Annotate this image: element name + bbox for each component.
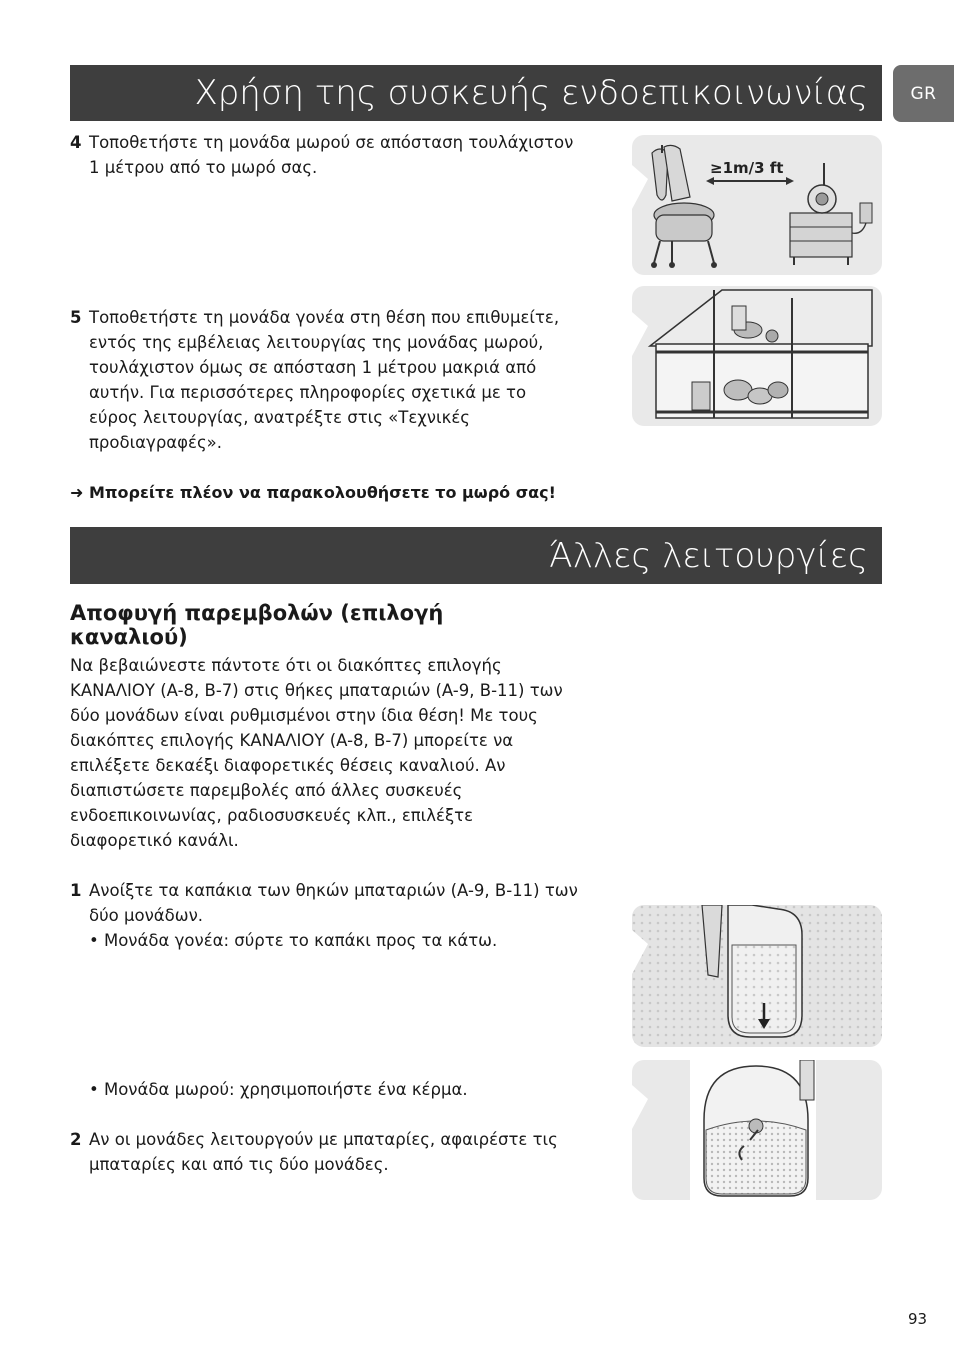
step-number: 2 <box>70 1130 82 1149</box>
step-line: Ανοίξτε τα καπάκια των θηκών μπαταριών (A-9, B-11) των <box>89 881 578 900</box>
step-number: 1 <box>70 881 82 900</box>
step-line: εντός της εμβέλειας λειτουργίας της μονάδας μωρού, <box>89 333 544 352</box>
step-number: 5 <box>70 308 82 327</box>
illustration-notch <box>632 312 648 356</box>
subheading-line: Αποφυγή παρεμβολών (επιλογή <box>70 601 444 625</box>
section-title-banner <box>70 65 882 121</box>
step-4 <box>70 130 610 180</box>
step-line: Αν οι μονάδες λειτουργούν με μπαταρίες, αφαιρέστε τις <box>89 1130 558 1149</box>
distance-label: ≥1m/3 ft <box>710 159 784 177</box>
subheading <box>70 601 530 649</box>
language-tab <box>893 65 954 122</box>
step-1 <box>70 878 610 928</box>
baby-unit-coin-illustration <box>632 1060 882 1200</box>
illustration-notch <box>632 930 648 974</box>
section-title-banner <box>70 527 882 584</box>
section-title: Άλλες λειτουργίες <box>549 535 868 576</box>
step-line: δύο μονάδων. <box>89 906 204 925</box>
result-note: ➜ Μπορείτε πλέον να παρακολουθήσετε το μωρό σας! <box>70 483 556 502</box>
bullet-baby-unit: • Μονάδα μωρού: χρησιμοποιήστε ένα κέρμα. <box>89 1080 468 1099</box>
paragraph-line: ενδοεπικοινωνίας, ραδιοσυσκευές κλπ., επιλέξτε <box>70 806 474 825</box>
section-title: Χρήση της συσκευής ενδοεπικοινωνίας <box>194 73 868 113</box>
paragraph-line: Να βεβαιώνεστε πάντοτε ότι οι διακόπτες επιλογής <box>70 656 502 675</box>
step-line: Τοποθετήστε τη μονάδα μωρού σε απόσταση τουλάχιστον <box>89 133 574 152</box>
parent-unit-cover-illustration <box>632 905 882 1047</box>
paragraph-line: δύο μονάδων είναι ρυθμισμένοι στην ίδια θέση! Με τους <box>70 706 538 725</box>
crib-distance-illustration <box>632 135 882 275</box>
step-2 <box>70 1127 610 1177</box>
step-line: εύρος λειτουργίας, ανατρέξτε στις «Τεχνικές <box>89 408 470 427</box>
step-line: μπαταρίες και από τις δύο μονάδες. <box>89 1155 389 1174</box>
paragraph-line: επιλέξετε δεκαέξι διαφορετικές θέσεις καναλιού. Αν <box>70 756 506 775</box>
step-5 <box>70 305 610 455</box>
page-number: 93 <box>908 1310 928 1328</box>
intro-paragraph <box>70 653 610 853</box>
house-range-illustration <box>632 286 882 426</box>
step-line: τουλάχιστον όμως σε απόσταση 1 μέτρου μακριά από <box>89 358 537 377</box>
bullet-parent-unit: • Μονάδα γονέα: σύρτε το καπάκι προς τα κάτω. <box>89 931 498 950</box>
step-number: 4 <box>70 133 82 152</box>
step-line: Τοποθετήστε τη μονάδα γονέα στη θέση που επιθυμείτε, <box>89 308 560 327</box>
language-tab-label: GR <box>910 83 937 104</box>
paragraph-line: ΚΑΝΑΛΙΟΥ (A-8, B-7) στις θήκες μπαταριών (A-9, B-11) των <box>70 681 563 700</box>
paragraph-line: διακόπτες επιλογής ΚΑΝΑΛΙΟΥ (A-8, B-7) μπορείτε να <box>70 731 514 750</box>
paragraph-line: διαφορετικό κανάλι. <box>70 831 239 850</box>
step-line: προδιαγραφές». <box>89 433 222 452</box>
step-line: αυτήν. Για περισσότερες πληροφορίες σχετικά με το <box>89 383 527 402</box>
paragraph-line: διαπιστώσετε παρεμβολές από άλλες συσκευές <box>70 781 463 800</box>
illustration-notch <box>632 165 648 209</box>
subheading-line: καναλιού) <box>70 625 188 649</box>
step-line: 1 μέτρου από το μωρό σας. <box>89 158 318 177</box>
illustration-notch <box>632 1085 648 1129</box>
